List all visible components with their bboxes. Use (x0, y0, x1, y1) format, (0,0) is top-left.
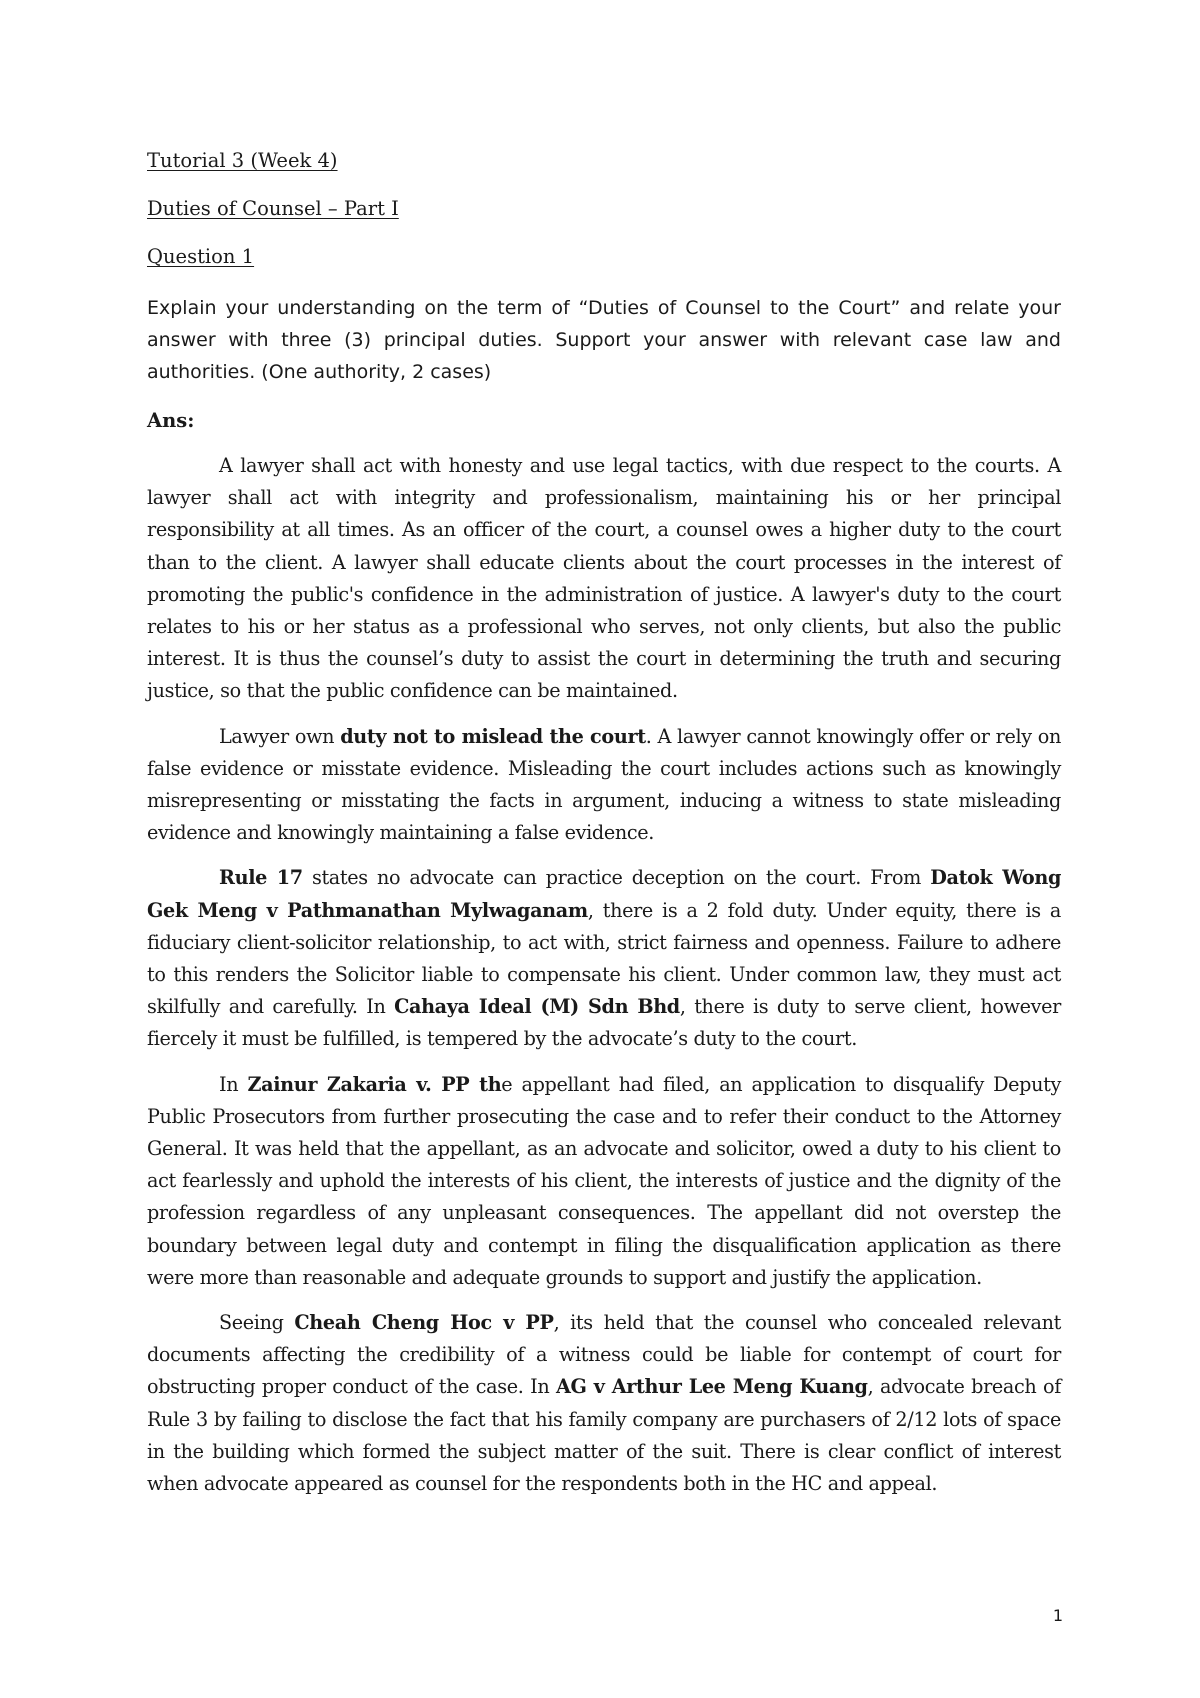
section-subtitle: Duties of Counsel – Part I (147, 197, 399, 220)
answer-paragraph-4 (147, 1069, 1061, 1294)
answer-paragraph-5 (147, 1307, 1061, 1500)
answer-label: Ans: (147, 409, 195, 432)
tutorial-title: Tutorial 3 (Week 4) (147, 149, 338, 172)
question-heading: Question 1 (147, 245, 255, 268)
answer-paragraph-1: A lawyer shall act with honesty and use legal tactics, with due respect to the courts. A lawyer shall act with integrity and professionalism, maintaining his or her principal responsibility at all times. As an officer of the court, a counsel owes a higher duty to the court than to the client. A lawyer shall educate clients about the court processes in the interest of promoting the public's confidence in the administration of justice. A lawyer's duty to the court relates to his or her status as a professional who serves, not only clients, but also the public interest. It is thus the counsel’s duty to assist the court in determining the truth and securing justice, so that the public confidence can be maintained. (147, 454, 1061, 703)
case-name-datok-wong: Datok Wong Gek Meng v Pathmanathan Mylwaganam (147, 866, 1062, 922)
text-run: . A lawyer cannot knowingly offer or rely on false evidence or misstate evidence. Misleading the court includes actions such as knowingly misrepresenting or misstating the facts in argument, inducing a witness to state misleading evidence and knowingly maintaining a false evidence. (147, 724, 1061, 845)
bold-term-rule-17: Rule 17 (219, 866, 303, 890)
case-name-cheah-cheng-hoc: Cheah Cheng Hoc v PP (294, 1311, 554, 1335)
question-text: Explain your understanding on the term of “Duties of Counsel to the Court” and relate your answer with three (3) principal duties. Support your answer with relevant case law and authorities. (One authority, 2 cases) (147, 297, 1061, 383)
text-run: In (219, 1072, 248, 1096)
case-name-cahaya-ideal: Cahaya Ideal (M) Sdn Bhd (394, 995, 680, 1019)
case-name-zainur-zakaria: Zainur Zakaria v. PP th (247, 1072, 502, 1096)
document-body (147, 148, 1061, 1513)
answer-paragraph-3 (147, 862, 1061, 1055)
text-run: , advocate breach of Rule 3 by failing to disclose the fact that his family company are purchasers of 2/12 lots of space in the building which formed the subject matter of the suit. There is clear conflict of interest when advocate appeared as counsel for the respondents both in the HC and appeal. (147, 1375, 1061, 1496)
text-run: e appellant had filed, an application to disqualify Deputy Public Prosecutors from further prosecuting the case and to refer their conduct to the Attorney General. It was held that the appellant, as an advocate and solicitor, owed a duty to his client to act fearlessly and uphold the interests of his client, the interests of justice and the dignity of the profession regardless of any unpleasant consequences. The appellant did not overstep the boundary between legal duty and contempt in filing the disqualification application as there were more than reasonable and adequate grounds to support and justify the application. (147, 1072, 1061, 1289)
text-run: , there is duty to serve client, however fiercely it must be fulfilled, is tempered by the advocate’s duty to the court. (147, 995, 1061, 1051)
text-run: states no advocate can practice deception on the court. From (302, 866, 931, 890)
text-run: Seeing (219, 1311, 295, 1335)
text-run: , its held that the counsel who concealed relevant documents affecting the credibility of a witness could be liable for contempt of court for obstructing proper conduct of the case. In (147, 1311, 1061, 1399)
page-number: 1 (1052, 1606, 1063, 1625)
text-run: , there is a 2 fold duty. Under equity, there is a fiduciary client-solicitor relationship, to act with, strict fairness and openness. Failure to adhere to this renders the Solicitor liable to compensate his client. Under common law, they must act skilfully and carefully. In (147, 898, 1062, 1019)
case-name-ag-v-arthur-lee: AG v Arthur Lee Meng Kuang (555, 1375, 868, 1399)
text-run: Lawyer own (219, 724, 341, 748)
bold-term-duty-not-to-mislead: duty not to mislead the court (340, 724, 646, 748)
answer-paragraph-2 (147, 721, 1061, 850)
